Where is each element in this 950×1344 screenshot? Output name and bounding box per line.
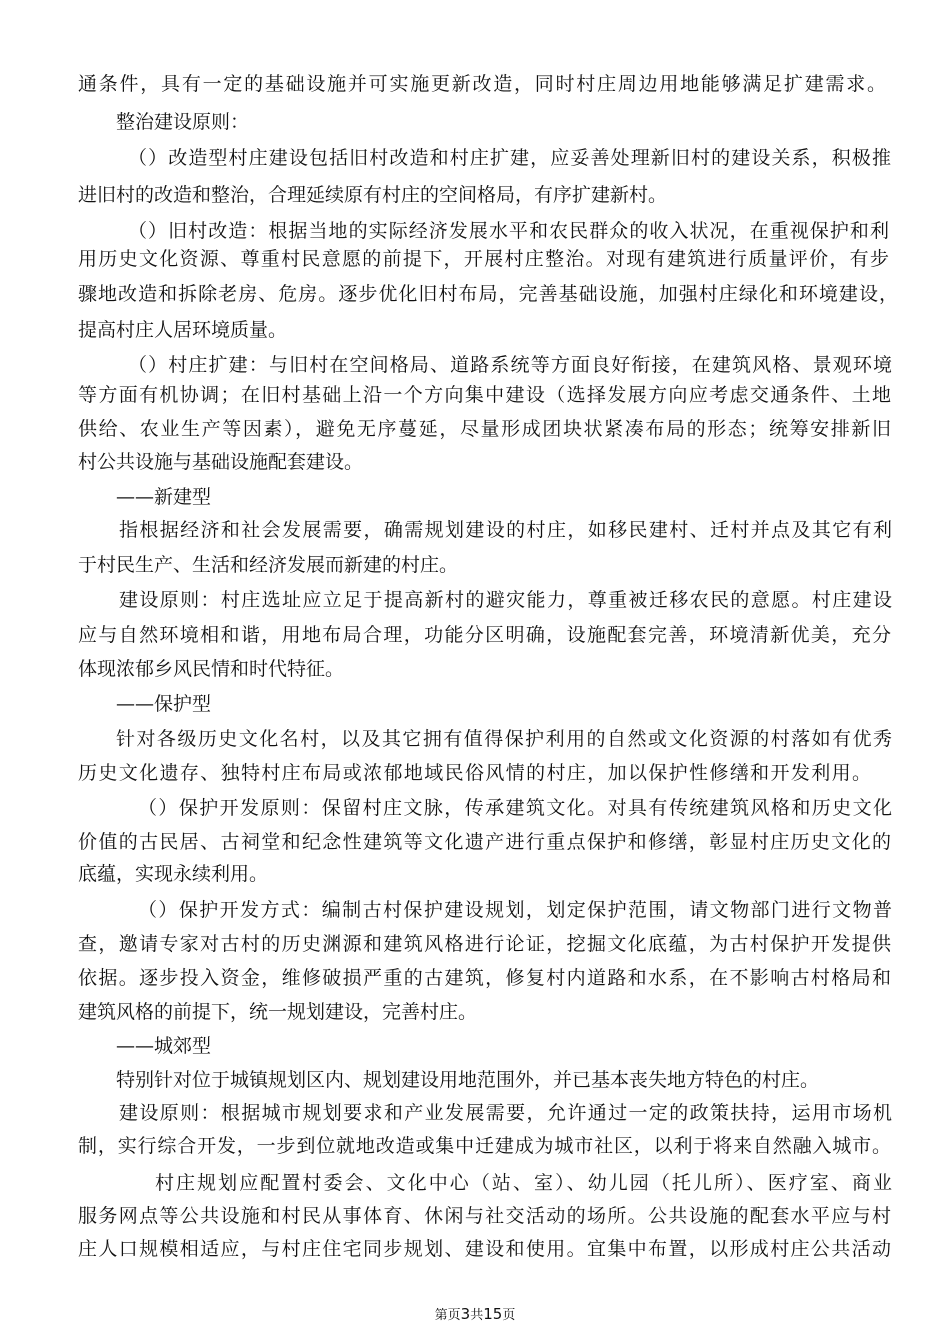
text-line-7: 骤地改造和拆除老房、危房。逐步优化旧村布局，完善基础设施，加强村庄绿化和环境建设， bbox=[78, 283, 898, 305]
text-line-15: 于村民生产、生活和经济发展而新建的村庄。 bbox=[78, 554, 459, 576]
text-line-20: 针对各级历史文化名村，以及其它拥有值得保护利用的自然或文化资源的村落如有优秀 bbox=[116, 728, 892, 750]
text-line-3: （）改造型村庄建设包括旧村改造和村庄扩建，应妥善处理新旧村的建设关系，积极推 bbox=[128, 147, 891, 169]
footer-current-page: 3 bbox=[460, 1305, 471, 1323]
text-line-24: 底蕴，实现永续利用。 bbox=[78, 863, 269, 885]
text-line-25: （）保护开发方式：编制古村保护建设规划，划定保护范围，请文物部门进行文物普 bbox=[138, 899, 892, 921]
text-line-28: 建筑风格的前提下，统一规划建设，完善村庄。 bbox=[78, 1001, 478, 1023]
text-line-8: 提高村庄人居环境质量。 bbox=[78, 319, 288, 341]
text-line-27: 依据。逐步投入资金，维修破损严重的古建筑，修复村内道路和水系，在不影响古村格局和 bbox=[78, 967, 891, 989]
text-line-31: 建设原则：根据城市规划要求和产业发展需要，允许通过一定的政策扶持，运用市场机 bbox=[119, 1102, 892, 1124]
section-heading-new-build: ——新建型 bbox=[116, 486, 212, 508]
footer-total-pages: 15 bbox=[483, 1305, 503, 1323]
text-line-33: 村庄规划应配置村委会、文化中心（站、室）、幼儿园（托儿所）、医疗室、商业 bbox=[155, 1172, 892, 1194]
page-footer bbox=[0, 1306, 950, 1324]
text-line-26: 查，邀请专家对古村的历史渊源和建筑风格进行论证，挖掘文化底蕴，为古村保护开发提供 bbox=[78, 933, 891, 955]
footer-middle: 共 bbox=[470, 1308, 484, 1323]
text-line-10: 等方面有机协调；在旧村基础上沿一个方向集中建设（选择发展方向应考虑交通条件、土地 bbox=[78, 384, 891, 406]
text-line-14: 指根据经济和社会发展需要，确需规划建设的村庄，如移民建村、迁村并点及其它有利 bbox=[119, 519, 892, 541]
text-line-17: 应与自然环境相和谐，用地布局合理，功能分区明确，设施配套完善，环境清新优美，充分 bbox=[78, 624, 891, 646]
text-line-11: 供给、农业生产等因素），避免无序蔓延，尽量形成团块状紧凑布局的形态；统筹安排新旧 bbox=[78, 418, 891, 440]
text-line-32: 制，实行综合开发，一步到位就地改造或集中迁建成为城市社区，以利于将来自然融入城市。 bbox=[78, 1135, 891, 1157]
text-line-35: 庄人口规模相适应，与村庄住宅同步规划、建设和使用。宜集中布置，以形成村庄公共活动 bbox=[78, 1238, 891, 1260]
text-line-23: 价值的古民居、古祠堂和纪念性建筑等文化遗产进行重点保护和修缮，彰显村庄历史文化的 bbox=[78, 831, 891, 853]
text-line-16: 建设原则：村庄选址应立足于提高新村的避灾能力，尊重被迁移农民的意愿。村庄建设 bbox=[119, 589, 892, 611]
text-line-5: （）旧村改造：根据当地的实际经济发展水平和农民群众的收入状况，在重视保护和利 bbox=[128, 220, 889, 242]
footer-suffix: 页 bbox=[502, 1308, 516, 1323]
text-line-1: 通条件，具有一定的基础设施并可实施更新改造，同时村庄周边用地能够满足扩建需求。 bbox=[78, 73, 886, 95]
footer-prefix: 第页 bbox=[434, 1308, 461, 1323]
text-line-2: 整治建设原则： bbox=[116, 111, 250, 133]
section-heading-suburban: ——城郊型 bbox=[116, 1035, 212, 1057]
section-heading-protection: ——保护型 bbox=[116, 693, 212, 715]
text-line-12: 村公共设施与基础设施配套建设。 bbox=[78, 451, 364, 473]
text-line-34: 服务网点等公共设施和村民从事体育、休闲与社交活动的场所。公共设施的配套水平应与村 bbox=[78, 1205, 891, 1227]
text-line-4: 进旧村的改造和整治，合理延续原有村庄的空间格局，有序扩建新村。 bbox=[78, 184, 668, 206]
text-line-21: 历史文化遗存、独特村庄布局或浓郁地域民俗风情的村庄，加以保护性修缮和开发利用。 bbox=[78, 762, 871, 784]
text-line-9: （）村庄扩建：与旧村在空间格局、道路系统等方面良好衔接，在建筑风格、景观环境 bbox=[128, 354, 892, 376]
text-line-30: 特别针对位于城镇规划区内、规划建设用地范围外，并已基本丧失地方特色的村庄。 bbox=[116, 1069, 820, 1091]
text-line-22: （）保护开发原则：保留村庄文脉，传承建筑文化。对具有传统建筑风格和历史文化 bbox=[138, 797, 892, 819]
text-line-18: 体现浓郁乡风民情和时代特征。 bbox=[78, 658, 345, 680]
text-line-6: 用历史文化资源、尊重村民意愿的前提下，开展村庄整治。对现有建筑进行质量评价，有步 bbox=[78, 248, 889, 270]
